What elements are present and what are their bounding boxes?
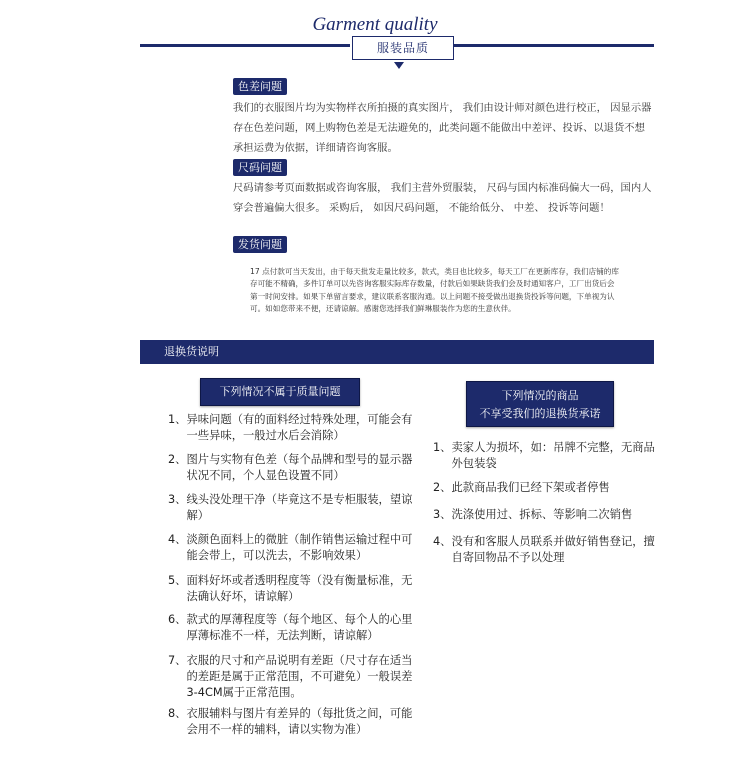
list-item: [433, 440, 655, 472]
list-item-text: 衣服的尺寸和产品说明有差距（尺寸存在适当的差距是属于正常范围，不可避免）一般误差3-4CM属于正常范围。: [186, 654, 413, 699]
list-item-text: 淡颜色面料上的微脏（制作销售运输过程中可能会带上，可以洗去，不影响效果）: [186, 533, 413, 562]
list-item-text: 面料好坏或者透明程度等（没有衡量标准，无法确认好坏，请谅解）: [186, 574, 413, 603]
list-item: [168, 492, 416, 524]
list-item-number: 4、: [433, 535, 452, 548]
list-item: [433, 534, 655, 566]
not-quality-issue-header: 下列情况不属于质量问题: [200, 378, 360, 406]
list-item: [168, 573, 416, 605]
list-item: [168, 532, 416, 564]
list-item-number: 5、: [168, 574, 187, 587]
list-item-number: 3、: [433, 508, 452, 521]
list-item-text: 衣服辅料与图片有差异的（每批货之间，可能会用不一样的辅料，请以实物为准）: [186, 707, 413, 736]
list-item-number: 3、: [168, 493, 187, 506]
no-return-promise-title-line-1: 下列情况的商品: [501, 389, 579, 402]
shipping-tag: 发货问题: [233, 236, 287, 253]
shipping-text: 17 点付款可当天发出，由于每天批发走量比较多，款式，类目也比较多，每天工厂在更新库存，我们店铺的库存可能不精确，多件订单可以先咨询客服实际库存数量，付款后如果缺货我们会及时通知客户，工厂出货后会第一时间安排。如果下单留言要求，建议联系客服沟通。以上问题不接受做出退换货投诉等问题，下单视为认可。如如您带来不便，还请谅解。感谢您选择我们鲜琳服装作为您的生意伙伴。: [250, 267, 619, 313]
list-item-number: 2、: [433, 481, 452, 494]
list-item-number: 6、: [168, 613, 187, 626]
list-item-number: 1、: [168, 413, 187, 426]
list-item-number: 1、: [433, 441, 452, 454]
list-item-text: 此款商品我们已经下架或者停售: [451, 481, 610, 494]
header-divider-right: [454, 44, 654, 47]
returns-banner: 退换货说明: [140, 340, 654, 364]
list-item-text: 没有和客服人员联系并做好销售登记，擅自寄回物品不予以处理: [451, 535, 655, 564]
list-item: [433, 480, 655, 496]
size-text: 尺码请参考页面数据或咨询客服， 我们主营外贸服装， 尺码与国内标准码偏大一码，国内人穿会普遍偏大很多。 采购后， 如因尺码问题， 不能给低分、 中差、 投诉等问题！: [233, 182, 652, 214]
page-title-chinese: 服装品质: [352, 36, 454, 60]
list-item: [168, 612, 416, 644]
list-item-number: 2、: [168, 453, 187, 466]
list-item-number: 4、: [168, 533, 187, 546]
down-arrow-icon: [394, 62, 404, 69]
list-item: [433, 507, 655, 523]
no-return-promise-title-line-2: 不享受我们的退换货承诺: [479, 407, 601, 420]
list-item-text: 线头没处理干净（毕竟这不是专柜服装，望谅解）: [186, 493, 413, 522]
list-item-number: 8、: [168, 707, 187, 720]
size-tag: 尺码问题: [233, 159, 287, 176]
header-divider-left: [140, 44, 350, 47]
color-diff-tag: 色差问题: [233, 78, 287, 95]
list-item-number: 7、: [168, 654, 187, 667]
list-item-text: 洗涤使用过、拆标、等影响二次销售: [451, 508, 633, 521]
list-item: [168, 412, 416, 444]
list-item-text: 卖家人为损坏，如：吊牌不完整，无商品外包装袋: [451, 441, 655, 470]
color-diff-text: 我们的衣服图片均为实物样衣所拍摄的真实图片， 我们由设计师对颜色进行校正， 因显示器存在色差问题，网上购物色差是无法避免的，此类问题不能做出中差评、投诉、以退货不想承担运费为依据，详细请咨询客服。: [233, 102, 652, 154]
list-item-text: 图片与实物有色差（每个品牌和型号的显示器状况不同，个人显色设置不同）: [186, 453, 413, 482]
list-item: [168, 706, 416, 738]
no-return-promise-header: [466, 381, 614, 427]
page-title-english: Garment quality: [312, 14, 438, 35]
list-item-text: 款式的厚薄程度等（每个地区、每个人的心里厚薄标准不一样，无法判断，请谅解）: [186, 613, 413, 642]
list-item: [168, 653, 416, 701]
list-item: [168, 452, 416, 484]
list-item-text: 异味问题（有的面料经过特殊处理，可能会有一些异味，一般过水后会消除）: [186, 413, 413, 442]
